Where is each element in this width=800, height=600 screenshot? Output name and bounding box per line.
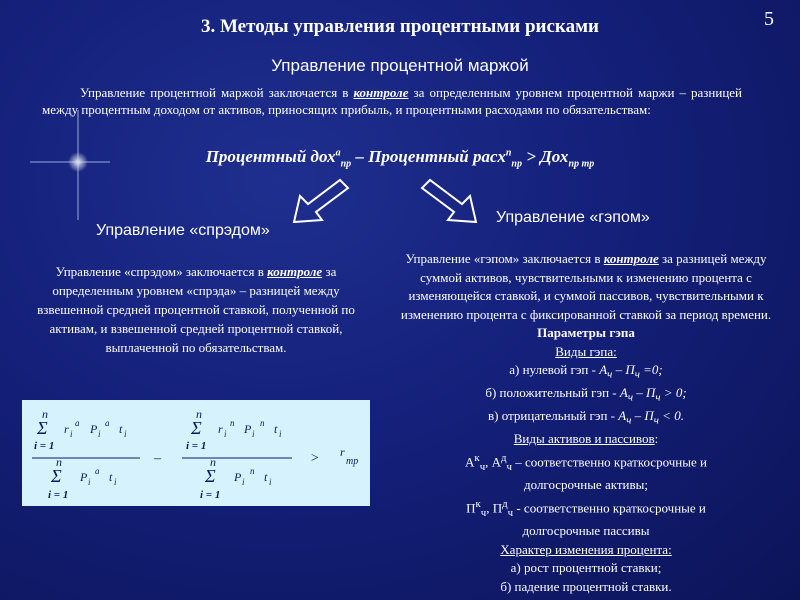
liabilities-line: $П^к_ч$, $П^д_ч$ - соответственно краткосрочные и — [466, 497, 706, 519]
slide-title: 3. Методы управления процентными рисками — [201, 16, 599, 37]
svg-text:P: P — [234, 470, 242, 484]
svg-text:i: i — [252, 429, 255, 439]
svg-text:n: n — [196, 407, 202, 421]
svg-text:n: n — [260, 418, 265, 428]
gap-params-title: Параметры гэпа — [537, 325, 635, 340]
svg-text:i: i — [114, 477, 117, 487]
svg-text:t: t — [119, 422, 123, 436]
arrow-down-right-icon — [420, 176, 480, 226]
slide-subtitle: Управление процентной маржой — [271, 56, 529, 75]
svg-text:P: P — [90, 422, 98, 436]
svg-text:i: i — [88, 477, 91, 487]
rate-change-rise: а) рост процентной ставки; — [510, 560, 662, 576]
svg-text:i = 1: i = 1 — [48, 489, 69, 501]
svg-text:t: t — [264, 470, 268, 484]
svg-text:a: a — [105, 418, 110, 428]
svg-text:t: t — [274, 422, 278, 436]
slide-number: 5 — [764, 8, 774, 30]
intro-paragraph: Управление процентной маржой заключается в контроле за определенным уровнем процентной маржи – разницей между процентным доходом от активов, приносящих прибыль, и процентными расходами по обязательствам: — [42, 85, 743, 117]
svg-text:a: a — [75, 418, 80, 428]
svg-text:P: P — [80, 470, 88, 484]
svg-text:i = 1: i = 1 — [186, 440, 207, 452]
gap-type-negative: в) отрицательный гэп - $А_ч - П_ч < 0$. — [488, 408, 684, 427]
svg-text:i: i — [242, 477, 245, 487]
svg-text:Σ: Σ — [205, 466, 216, 486]
assets-line-2: долгосрочные активы; — [524, 477, 648, 493]
svg-text:–: – — [154, 451, 161, 466]
spread-formula — [22, 400, 370, 506]
svg-text:>: > — [310, 451, 320, 466]
svg-text:P: P — [244, 422, 252, 436]
svg-text:n: n — [210, 455, 216, 469]
gap-types-title: Виды гэпа: — [555, 343, 617, 359]
intro-keyword: контроле — [353, 85, 409, 100]
svg-text:r: r — [64, 422, 69, 436]
gap-description — [400, 250, 772, 596]
svg-text:i: i — [98, 429, 101, 439]
svg-text:n: n — [250, 466, 255, 476]
spread-keyword: контроле — [267, 264, 323, 279]
spread-description: Управление «спрэдом» заключается в контроле за определенным уровнем «спрэда» – разницей между взвешенной средней процентной ставкой, полученной по активам, и взвешенной средней процентной ставкой, выплаченной по обязательствам. — [37, 264, 355, 355]
svg-text:n: n — [42, 407, 48, 421]
svg-text:i: i — [70, 429, 73, 439]
svg-text:i: i — [279, 429, 282, 439]
svg-text:i = 1: i = 1 — [34, 440, 55, 452]
svg-text:Σ: Σ — [51, 466, 62, 486]
liabilities-line-2: долгосрочные пассивы — [522, 523, 650, 539]
gap-keyword: контроле — [603, 251, 659, 266]
svg-text:t: t — [109, 470, 113, 484]
spread-formula-box — [22, 400, 370, 506]
svg-text:r: r — [218, 422, 223, 436]
svg-text:r: r — [340, 445, 345, 459]
assets-line: $А^к_ч$, $А^д_ч$ – соответственно краткосрочные и — [465, 451, 707, 473]
svg-text:i: i — [269, 477, 272, 487]
svg-text:n: n — [56, 455, 62, 469]
rate-change-title: Характер изменения процента: — [500, 541, 672, 557]
arrow-down-left-icon — [290, 176, 350, 226]
margin-formula: Процентный дох$^а_{пр}$ – Процентный расх$^п_{пр}$ > Дох$_{пр тр}$ — [205, 147, 595, 170]
svg-text:тр: тр — [346, 456, 359, 467]
svg-text:Σ: Σ — [191, 418, 202, 438]
svg-text:i: i — [224, 429, 227, 439]
gap-definition: Управление «гэпом» заключается в контроле за разницей между суммой активов, чувствительными к изменению процента с изменяющейся ставкой, и суммой пассивов, чувствительными к изменению процента с фиксированной ставкой за период времени. — [400, 251, 772, 322]
svg-text:Σ: Σ — [37, 418, 48, 438]
svg-text:n: n — [230, 418, 235, 428]
svg-text:a: a — [95, 466, 100, 476]
spread-heading: Управление «спрэдом» — [96, 222, 270, 239]
svg-text:i: i — [124, 429, 127, 439]
svg-text:i = 1: i = 1 — [200, 489, 221, 501]
gap-type-zero: а) нулевой гэп - $А_ч - П_ч =0$; — [509, 362, 663, 381]
gap-type-positive: б) положительный гэп - $А_ч - П_ч > 0$; — [485, 385, 687, 404]
assets-liabilities-title: Виды активов и пассивов: — [513, 431, 659, 447]
gap-heading: Управление «гэпом» — [496, 209, 650, 226]
rate-change-fall: б) падение процентной ставки. — [500, 578, 672, 594]
